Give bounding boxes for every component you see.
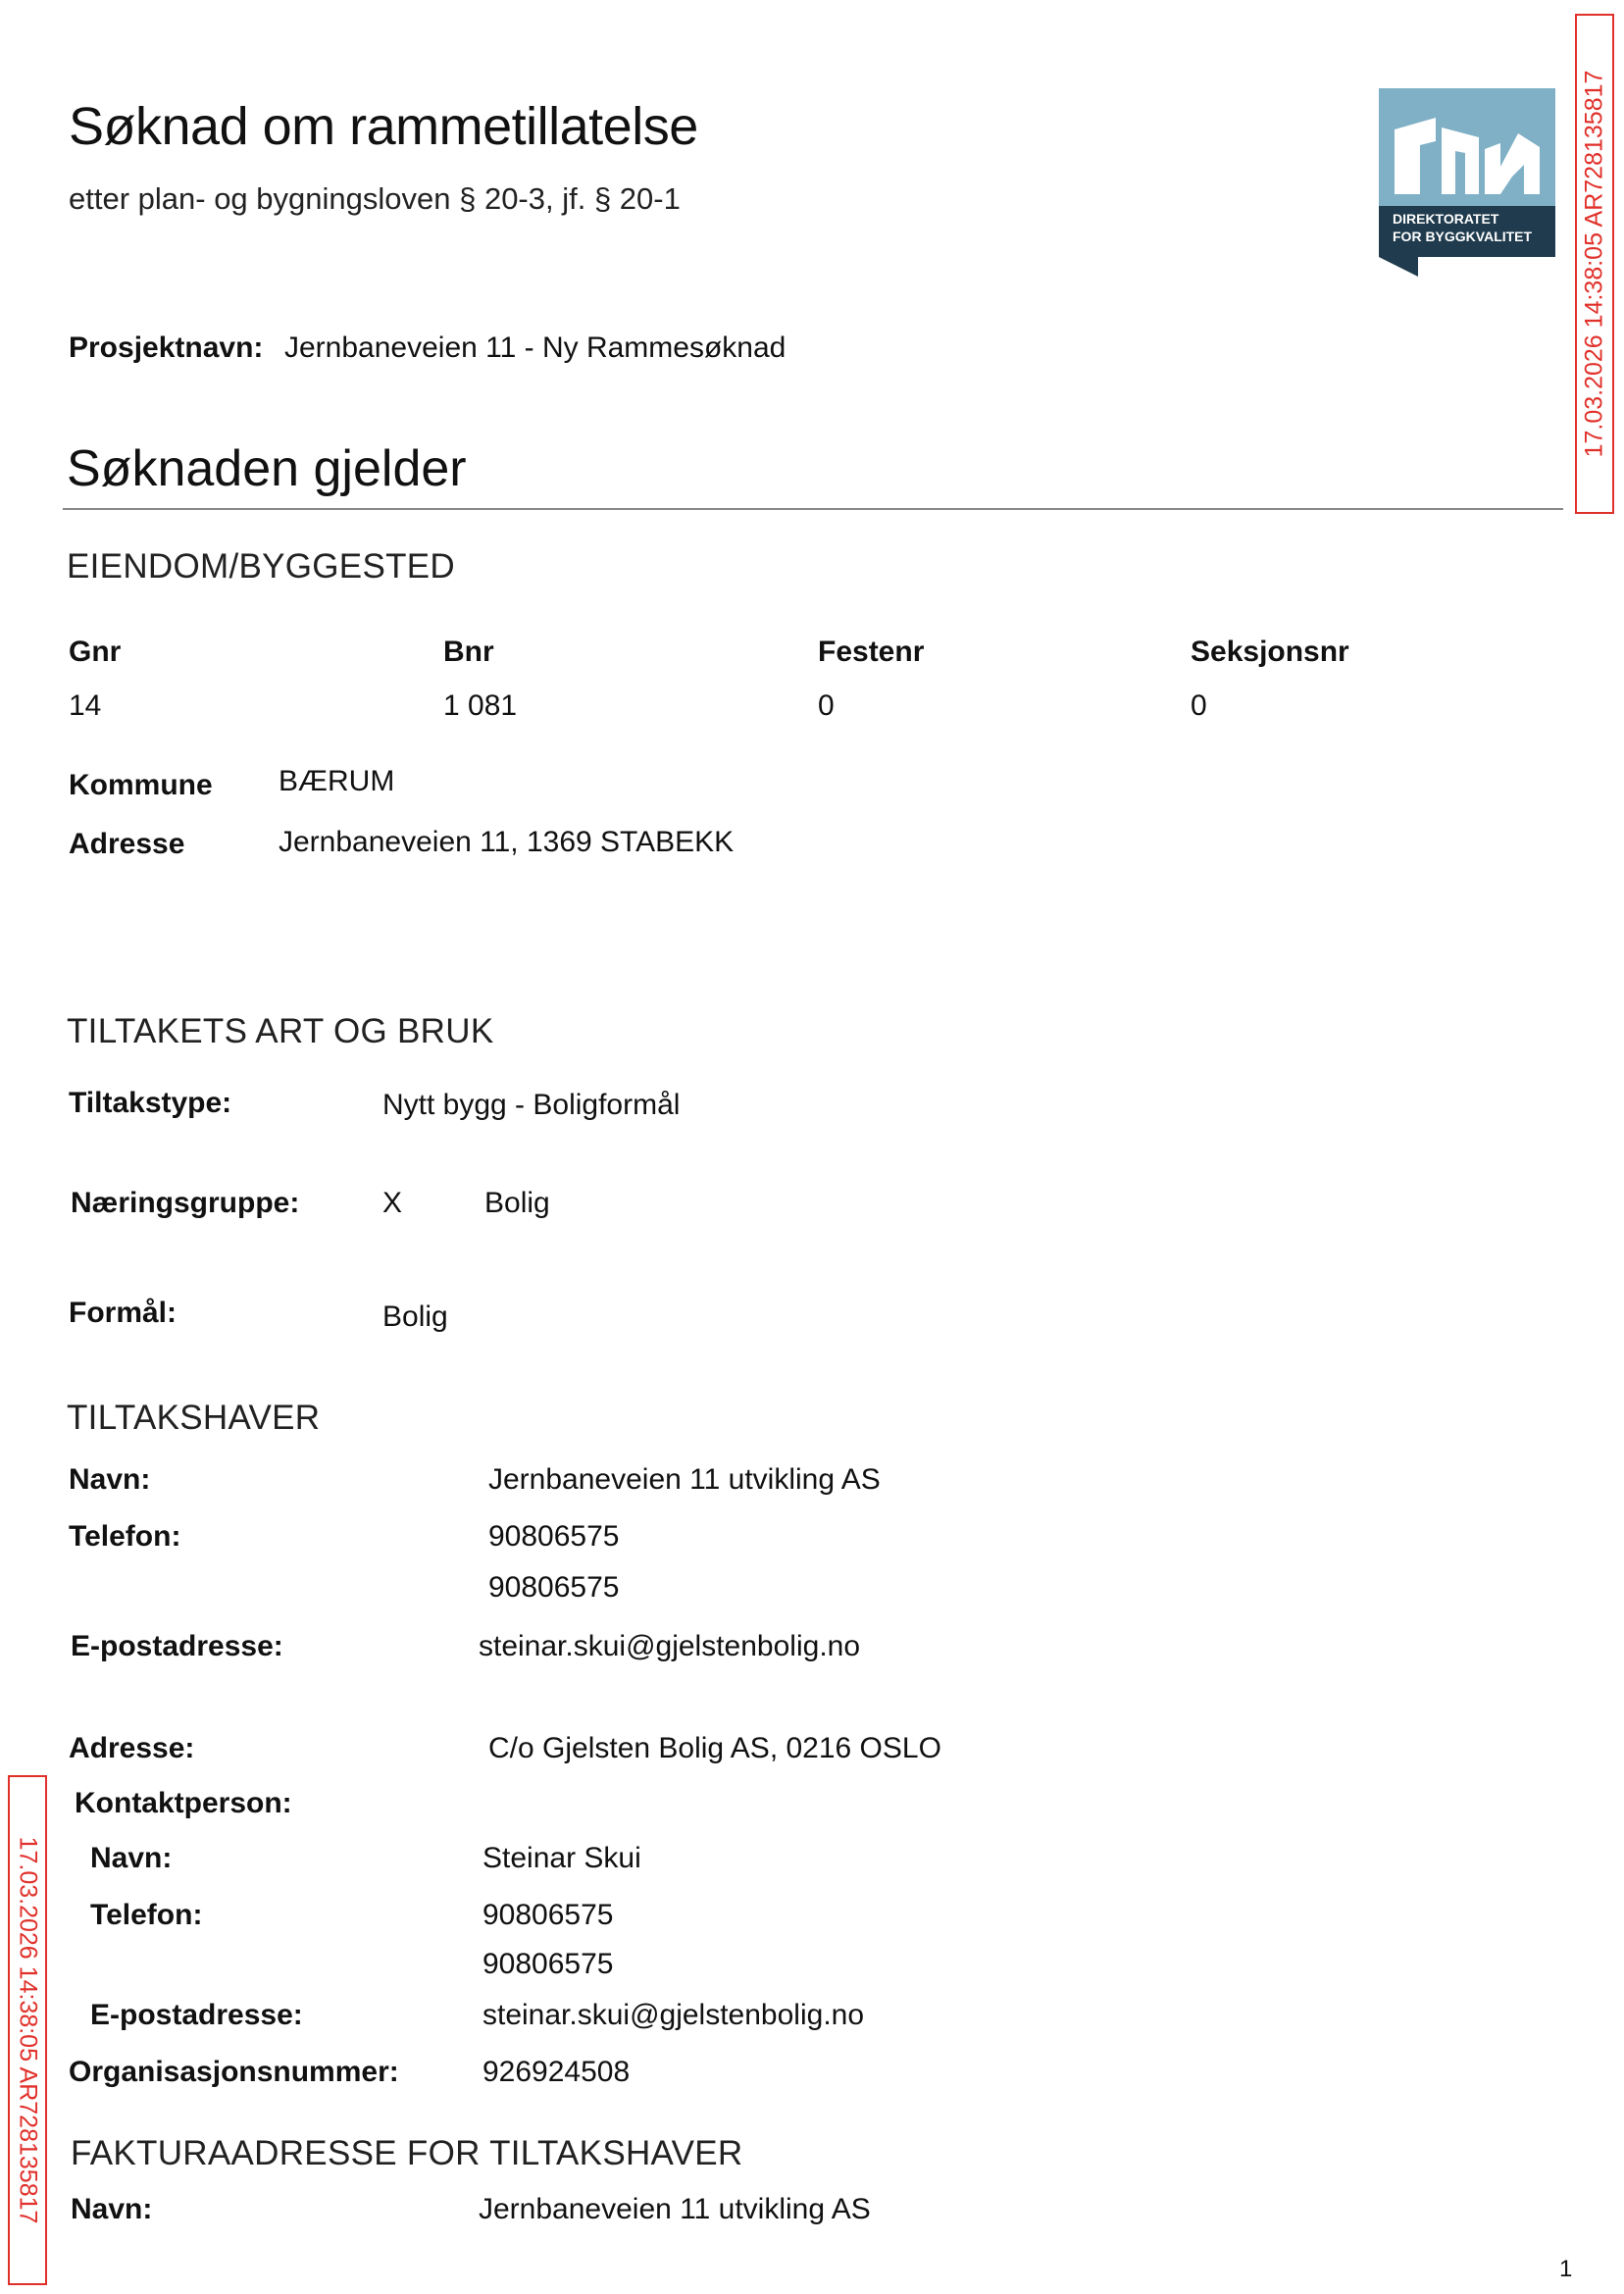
tiltakshaver-epost-label: E-postadresse: [71, 1630, 283, 1662]
orgnr-value: 926924508 [482, 2056, 631, 2088]
kontakt-telefon-1: 90806575 [482, 1899, 614, 1931]
tiltakstype-label: Tiltakstype: [69, 1087, 232, 1119]
adresse-value: Jernbaneveien 11, 1369 STABEKK [279, 826, 735, 858]
kommune-value: BÆRUM [279, 765, 395, 797]
project-label: Prosjektnavn: [69, 331, 264, 364]
logo-text-2: FOR BYGGKVALITET [1393, 229, 1533, 244]
seksjonsnr-label: Seksjonsnr [1191, 636, 1349, 668]
tiltakshaver-epost: steinar.skui@gjelstenbolig.no [479, 1630, 861, 1662]
section-title: Søknaden gjelder [67, 440, 467, 497]
naeringsgruppe-label: Næringsgruppe: [71, 1187, 300, 1219]
section-divider [63, 508, 1563, 510]
festenr-label: Festenr [818, 636, 925, 668]
tiltakstype-value: Nytt bygg - Boligformål [382, 1089, 681, 1121]
formaal-value: Bolig [382, 1300, 448, 1333]
page-number: 1 [1559, 2256, 1573, 2282]
project-value: Jernbaneveien 11 - Ny Rammesøknad [284, 331, 787, 364]
kontakt-telefon-2: 90806575 [482, 1948, 614, 1980]
tiltakshaver-adresse-label: Adresse: [69, 1732, 195, 1764]
seksjonsnr-value: 0 [1191, 689, 1207, 722]
naeringsgruppe-value: Bolig [484, 1187, 550, 1219]
kontakt-epost: steinar.skui@gjelstenbolig.no [482, 1999, 865, 2031]
document-subtitle: etter plan- og bygningsloven § 20-3, jf. § 20-1 [69, 181, 681, 216]
kontakt-telefon-label: Telefon: [90, 1899, 203, 1931]
orgnr-label: Organisasjonsnummer: [69, 2056, 399, 2088]
eiendom-heading: EIENDOM/BYGGESTED [67, 547, 455, 586]
kontaktperson-label: Kontaktperson: [75, 1787, 292, 1819]
formaal-label: Formål: [69, 1297, 178, 1329]
dibk-logo [1379, 88, 1555, 277]
faktura-navn-label: Navn: [71, 2193, 153, 2225]
kommune-label: Kommune [69, 769, 213, 801]
tiltakshaver-heading: TILTAKSHAVER [67, 1399, 321, 1437]
document-title: Søknad om rammetillatelse [69, 97, 698, 156]
faktura-navn: Jernbaneveien 11 utvikling AS [479, 2193, 871, 2225]
gnr-label: Gnr [69, 636, 122, 668]
timestamp-stamp-left [8, 1775, 47, 2285]
gnr-value: 14 [69, 689, 102, 722]
tiltakshaver-navn: Jernbaneveien 11 utvikling AS [488, 1463, 881, 1496]
stamp-text-left: 17.03.2026 14:38:05 AR728135817 [14, 1836, 42, 2224]
kontakt-navn-label: Navn: [90, 1842, 173, 1874]
tiltakshaver-navn-label: Navn: [69, 1463, 151, 1496]
kontakt-epost-label: E-postadresse: [90, 1999, 303, 2031]
tiltakshaver-telefon-2: 90806575 [488, 1571, 620, 1604]
tiltak-heading: TILTAKETS ART OG BRUK [67, 1012, 494, 1050]
tiltakshaver-adresse: C/o Gjelsten Bolig AS, 0216 OSLO [488, 1732, 941, 1764]
bnr-value: 1 081 [443, 689, 518, 722]
festenr-value: 0 [818, 689, 835, 722]
adresse-label: Adresse [69, 828, 185, 860]
kontakt-navn: Steinar Skui [482, 1842, 641, 1874]
tiltakshaver-telefon-label: Telefon: [69, 1520, 181, 1553]
tiltakshaver-telefon-1: 90806575 [488, 1520, 620, 1553]
stamp-text-right: 17.03.2026 14:38:05 AR728135817 [1580, 70, 1608, 458]
faktura-heading: FAKTURAADRESSE FOR TILTAKSHAVER [71, 2134, 743, 2172]
logo-text-1: DIREKTORATET [1393, 211, 1499, 227]
naeringsgruppe-code: X [382, 1187, 403, 1219]
dibk-logo-icon [1379, 88, 1555, 277]
timestamp-stamp-right [1575, 14, 1614, 514]
bnr-label: Bnr [443, 636, 494, 668]
